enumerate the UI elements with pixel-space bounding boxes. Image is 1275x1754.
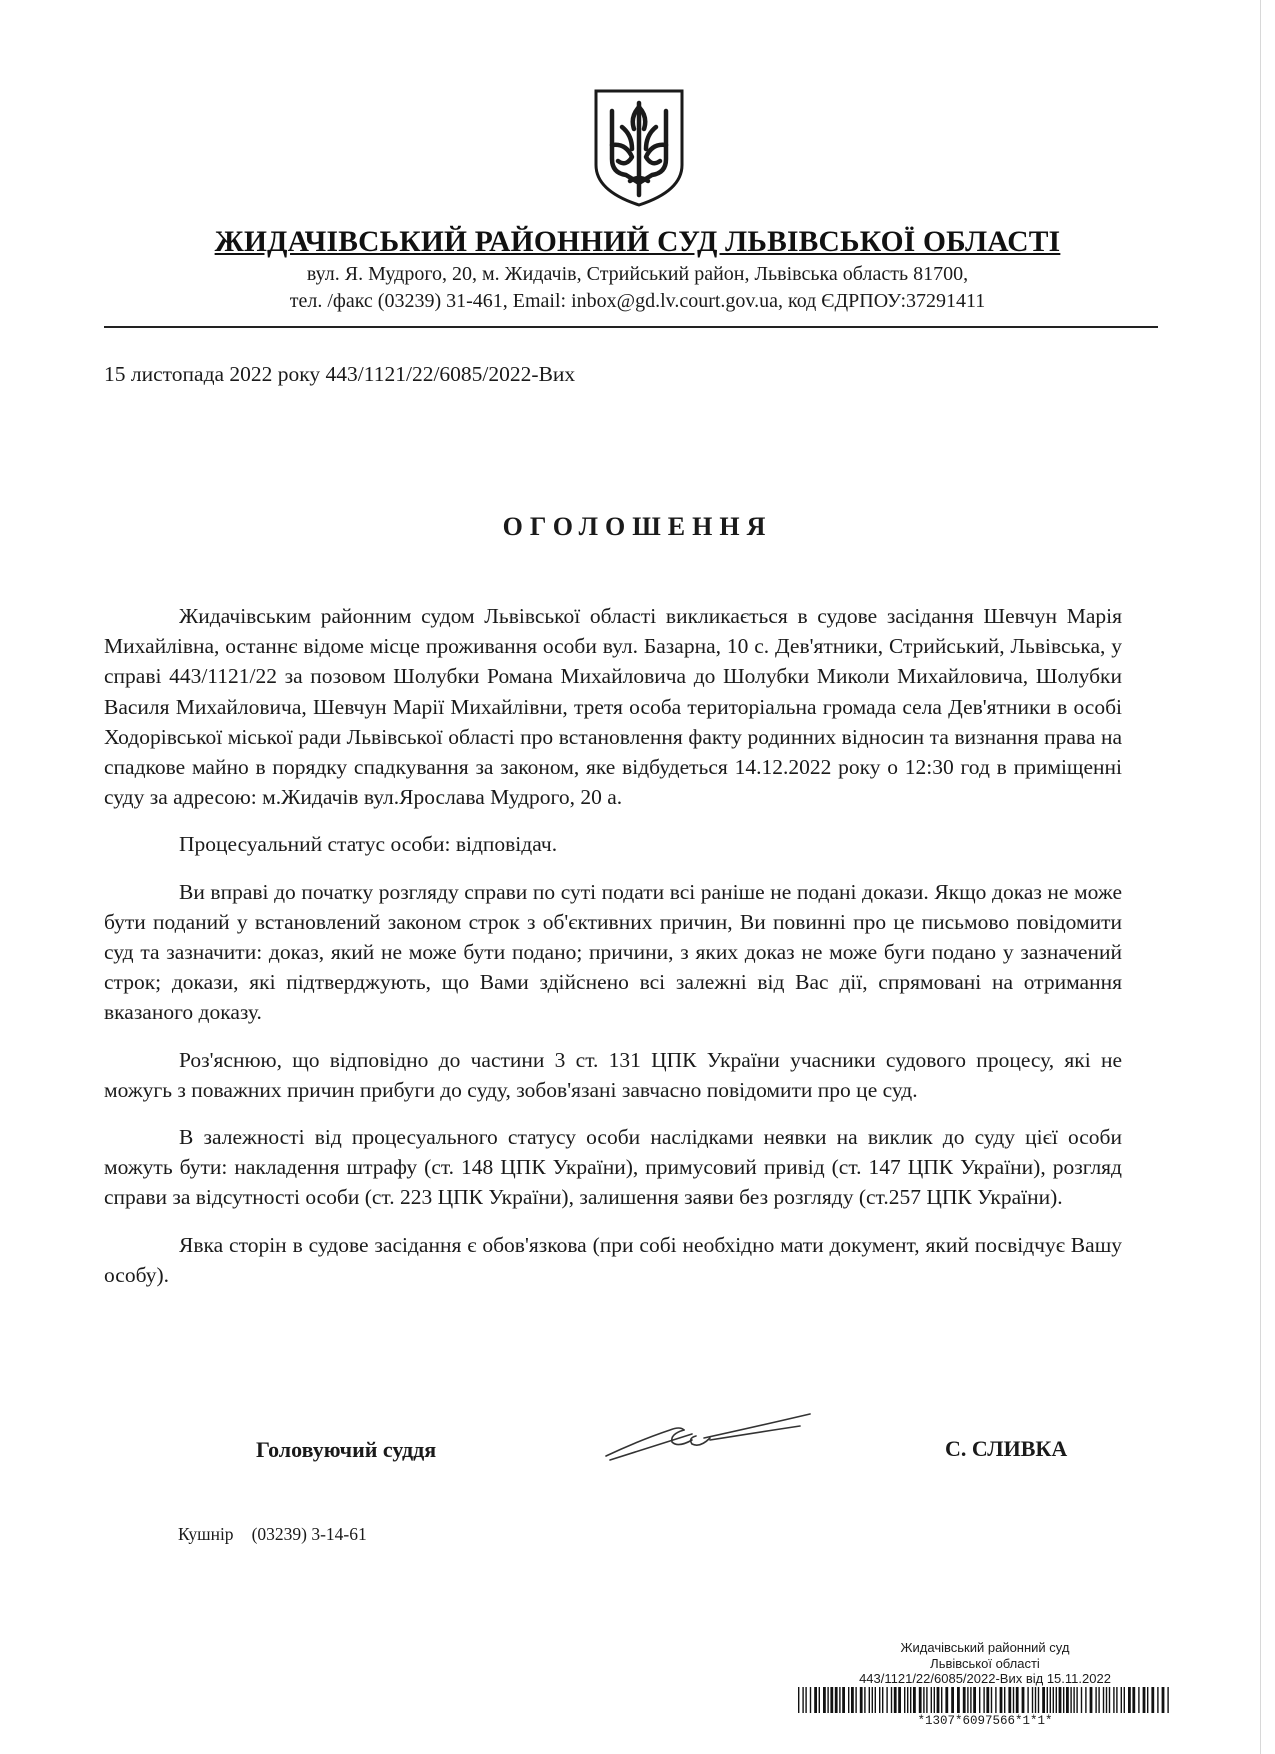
header-divider <box>104 326 1158 328</box>
registration-stamp <box>790 1640 1180 1687</box>
executor-info <box>178 1524 385 1545</box>
paragraph-evidence: Ви вправі до початку розгляду справи по суті подати всі раніше не подані докази. Якщо доказ не може бути поданий у встановлений законом строк з об'єктивних причин, Ви повинні про це письмово повідомити суд та зазначити: доказ, який не може бути подано; причини, з яких доказ не може буги подано у зазначений строк; докази, які підтверджують, що Вами здійснено всі залежні від Вас дії, спрямовані на отримання вказаного доказу. <box>104 879 1122 1025</box>
paragraph-consequences: В залежності від процесуального статусу особи наслідками неявки на виклик до суду цієї особи можуть бути: накладення штрафу (ст. 148 ЦПК України), примусовий привід (ст. 147 ЦПК України), розгляд справи за відсутності особи (ст. 223 ЦПК України), залишення заяви без розгляду (ст.257 ЦПК України). <box>104 1125 1122 1210</box>
outgoing-reference: 15 листопада 2022 року 443/1121/22/6085/2022-Вих <box>104 362 576 386</box>
paragraph-attendance: Явка сторін в судове засідання є обов'язкова (при собі необхідно мати документ, який посвідчує Вашу особу). <box>104 1232 1122 1287</box>
announcement-body <box>104 601 1122 1307</box>
executor-phone: (03239) 3-14-61 <box>251 1524 367 1544</box>
executor-name: Кушнір <box>178 1524 234 1544</box>
paragraph-status: Процесуальний статус особи: відповідач. <box>179 832 558 857</box>
court-name: ЖИДАЧІВСЬКИЙ РАЙОННИЙ СУД ЛЬВІВСЬКОЇ ОБЛАСТІ <box>214 226 1061 258</box>
document-title: ОГОЛОШЕННЯ <box>502 512 773 541</box>
paragraph-summons: Жидачівським районним судом Львівської області викликається в судове засідання Шевчун Марія Михайлівна, останнє відоме місце проживання особи вул. Базарна, 10 с. Дев'ятники, Стрийський, Львівська, у справі 443/1121/22 за позовом Шолубки Романа Михайловича до Шолубки Миколи Михайловича, Шолубки Василя Михайловича, Шевчун Марії Михайлівни, третя особа територіальна громада села Дев'ятники в особі Ходорівської міської ради Львівської області про встановлення факту родинних відносин та визнання права на спадкове майно в порядку спадкування за законом, яке відбудеться 14.12.2022 року о 12:30 год в приміщенні суду за адресою: м.Жидачів вул.Ярослава Мудрого, 20 а. <box>104 604 1122 810</box>
registration-barcode <box>798 1687 1172 1713</box>
paragraph-notice-duty: Роз'яснюю, що відповідно до частини 3 ст. 131 ЦПК України учасники судового процесу, які не можугь з поважних причин прибуги до суду, зобов'язані завчасно повідомити про це суд. <box>104 1047 1122 1102</box>
signer-name: С. СЛИВКА <box>945 1436 1068 1461</box>
stamp-region-line: Львівської області <box>930 1655 1040 1671</box>
stamp-reference-line: 443/1121/22/6085/2022-Вих від 15.11.2022 <box>859 1671 1111 1686</box>
handwritten-signature <box>600 1400 815 1470</box>
tryzub-emblem-icon <box>592 87 686 209</box>
barcode-caption: *1307*6097566*1*1* <box>917 1714 1053 1728</box>
court-address: вул. Я. Мудрого, 20, м. Жидачів, Стрийський район, Львівська область 81700, <box>306 263 969 285</box>
signer-position: Головуючий суддя <box>256 1437 437 1462</box>
court-contacts: тел. /факс (03239) 31-461, Email: inbox@gd.lv.court.gov.ua, код ЄДРПОУ:37291411 <box>289 290 986 312</box>
stamp-court-line: Жидачівський районний суд <box>900 1640 1070 1655</box>
